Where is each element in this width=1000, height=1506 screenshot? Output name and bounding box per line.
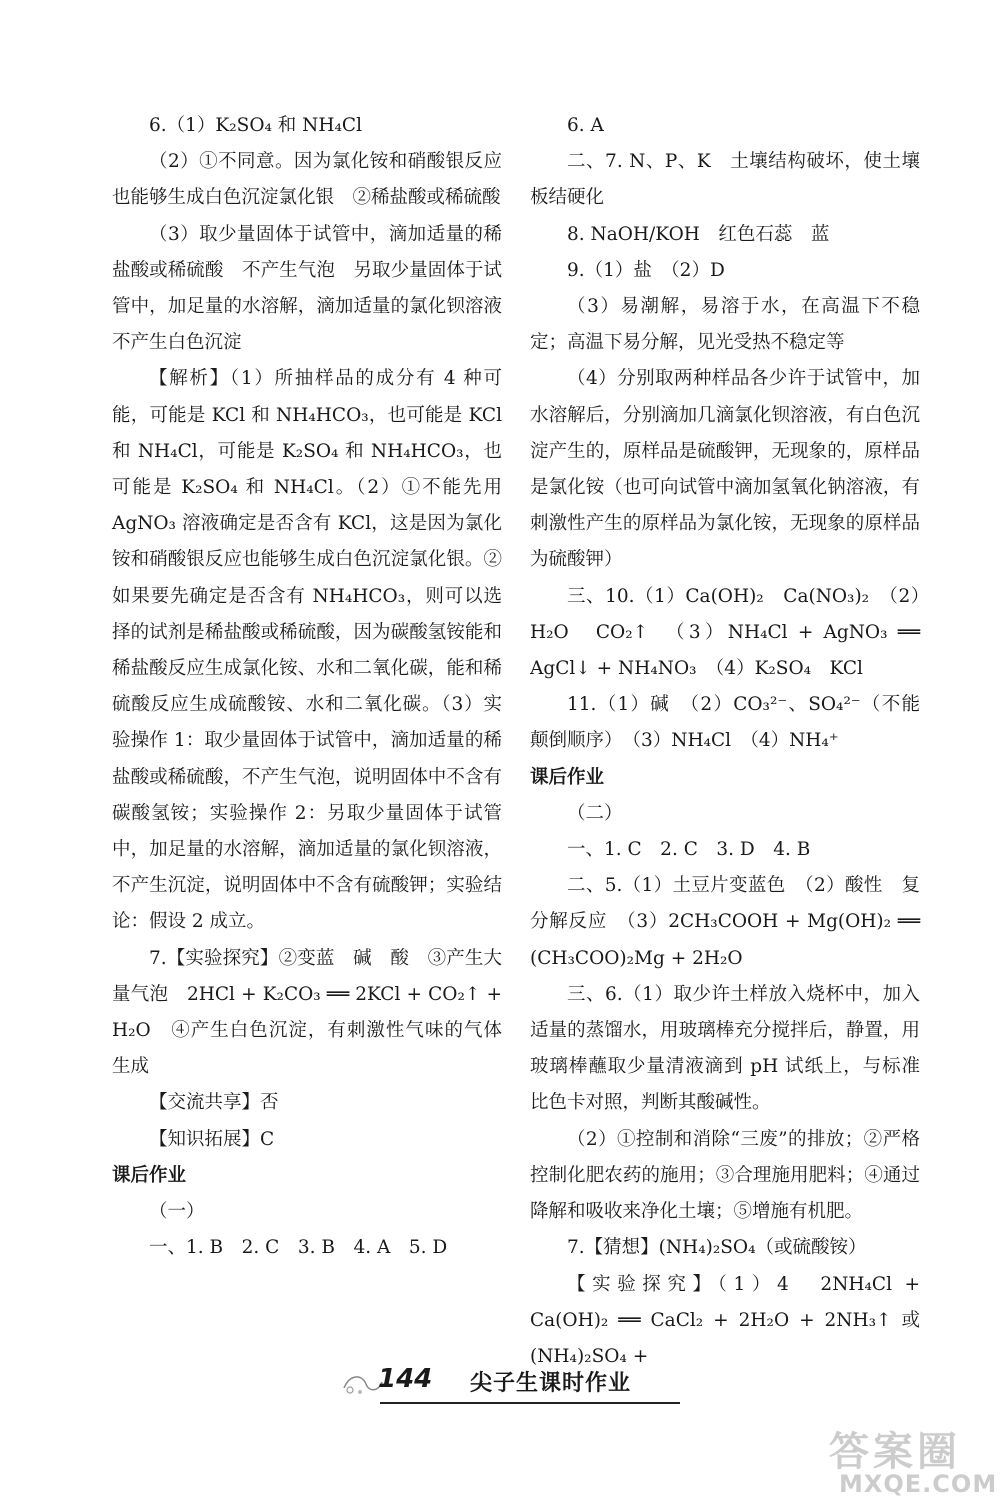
answer-paragraph: （4）分别取两种样品各少许于试管中，加水溶解后，分别滴加几滴氯化钡溶液，有白色沉淀产生的，原样品是硫酸钾，无现象的，原样品是氯化铵（也可向试管中滴加氢氧化钠溶液，有刺激性产生的原样品为氯化铵，无现象的原样品为硫酸钾） <box>530 368 920 571</box>
answer-paragraph: 一、1. C 2. C 3. D 4. B <box>567 839 811 861</box>
answer-paragraph: 三、10.（1）Ca(OH)₂ Ca(NO₃)₂ （2）H₂O CO₂↑ （3）NH₄Cl + AgNO₃ ══ AgCl↓ + NH₄NO₃ （4）K₂SO₄ KCl <box>530 585 920 680</box>
answer-paragraph: （3）易潮解，易溶于水，在高温下不稳定；高温下易分解，见光受热不稳定等 <box>530 296 920 354</box>
answer-paragraph: 6. A <box>567 115 604 136</box>
left-column <box>112 108 521 1267</box>
answer-paragraph: 7.【猜想】(NH₄)₂SO₄（或硫酸铵） <box>567 1237 867 1259</box>
answer-paragraph: 二、5.（1）土豆片变蓝色 （2）酸性 复分解反应 （3）2CH₃COOH + Mg(OH)₂ ══ (CH₃COO)₂Mg + 2H₂O <box>530 875 920 969</box>
answer-paragraph: 【知识拓展】C <box>149 1128 275 1150</box>
answer-paragraph: 8. NaOH/KOH 红色石蕊 蓝 <box>567 223 830 245</box>
answer-paragraph: （3）取少量固体于试管中，滴加适量的稀盐酸或稀硫酸 不产生气泡 另取少量固体于试管中，加足量的水溶解，滴加适量的氯化钡溶液 不产生白色沉淀 <box>112 223 521 354</box>
page-footer <box>340 1362 680 1422</box>
answer-paragraph: 【实验探究】（1）4 2NH₄Cl + Ca(OH)₂ ══ CaCl₂ + 2H₂O + 2NH₃↑ 或 (NH₄)₂SO₄ + <box>530 1273 920 1367</box>
answer-paragraph: （2）①控制和消除“三废”的排放；②严格控制化肥农药的施用；③合理施用肥料；④通过降解和吸收来净化土壤；⑤增施有机肥。 <box>530 1128 920 1223</box>
answer-paragraph: （二） <box>567 802 623 824</box>
section-heading: 课后作业 <box>530 766 605 788</box>
answer-paragraph: 一、1. B 2. C 3. B 4. A 5. D <box>149 1237 448 1259</box>
footer-rule <box>380 1402 680 1404</box>
page-number: 144 <box>378 1364 433 1394</box>
watermark-url: MXQE.COM <box>839 1470 998 1498</box>
answer-paragraph: 三、6.（1）取少许土样放入烧杯中，加入适量的蒸馏水，用玻璃棒充分搅拌后，静置，用玻璃棒蘸取少量清液滴到 pH 试纸上，与标准比色卡对照，判断其酸碱性。 <box>530 983 920 1114</box>
answer-paragraph: 【解析】（1）所抽样品的成分有 4 种可能，可能是 KCl 和 NH₄HCO₃，也可能是 KCl 和 NH₄Cl，可能是 K₂SO₄ 和 NH₄HCO₃，也可能是 K₂SO₄ 和 NH₄Cl。（2）①不能先用 AgNO₃ 溶液确定是否含有 KCl，这是因为氯化铵和硝酸银反应也能够生成白色沉淀氯化银。②如果要先确定是否含有 NH₄HCO₃，则可以选择的试剂是稀盐酸或稀硫酸，因为碳酸氢铵能和稀盐酸反应生成氯化铵、水和二氧化碳，能和稀硫酸反应生成硫酸铵、水和二氧化碳。（3）实验操作 1：取少量固体于试管中，滴加适量的稀盐酸或稀硫酸，不产生气泡，说明固体中不含有碳酸氢铵；实验操作 2：另取少量固体于试管中，加足量的水溶解，滴加适量的氯化钡溶液，不产生沉淀，说明固体中不含有硫酸钾；实验结论：假设 2 成立。 <box>112 368 502 933</box>
answer-paragraph: 11.（1）碱 （2）CO₃²⁻、SO₄²⁻（不能颠倒顺序） （3）NH₄Cl （4）NH₄⁺ <box>530 694 920 752</box>
watermark-badge: 答案圈 <box>829 1429 961 1475</box>
answer-paragraph: 6.（1）K₂SO₄ 和 NH₄Cl <box>149 115 362 136</box>
book-title: 尖子生课时作业 <box>470 1371 632 1396</box>
answer-paragraph: 二、7. N、P、K 土壤结构破坏，使土壤板结硬化 <box>530 151 920 209</box>
answer-paragraph: 7.【实验探究】②变蓝 碱 酸 ③产生大量气泡 2HCl + K₂CO₃ ══ 2KCl + CO₂↑ + H₂O ④产生白色沉淀，有刺激性气味的气体生成 <box>112 947 502 1078</box>
answer-paragraph: 9.（1）盐 （2）D <box>567 259 725 281</box>
answer-paragraph: 【交流共享】否 <box>149 1092 279 1114</box>
answer-paragraph: （2）①不同意。因为氯化铵和硝酸银反应也能够生成白色沉淀氯化银 ②稀盐酸或稀硫酸 <box>112 151 502 209</box>
right-column <box>530 108 920 1375</box>
answer-paragraph: （一） <box>149 1201 205 1223</box>
watermark <box>825 1418 998 1502</box>
section-heading: 课后作业 <box>112 1164 187 1186</box>
